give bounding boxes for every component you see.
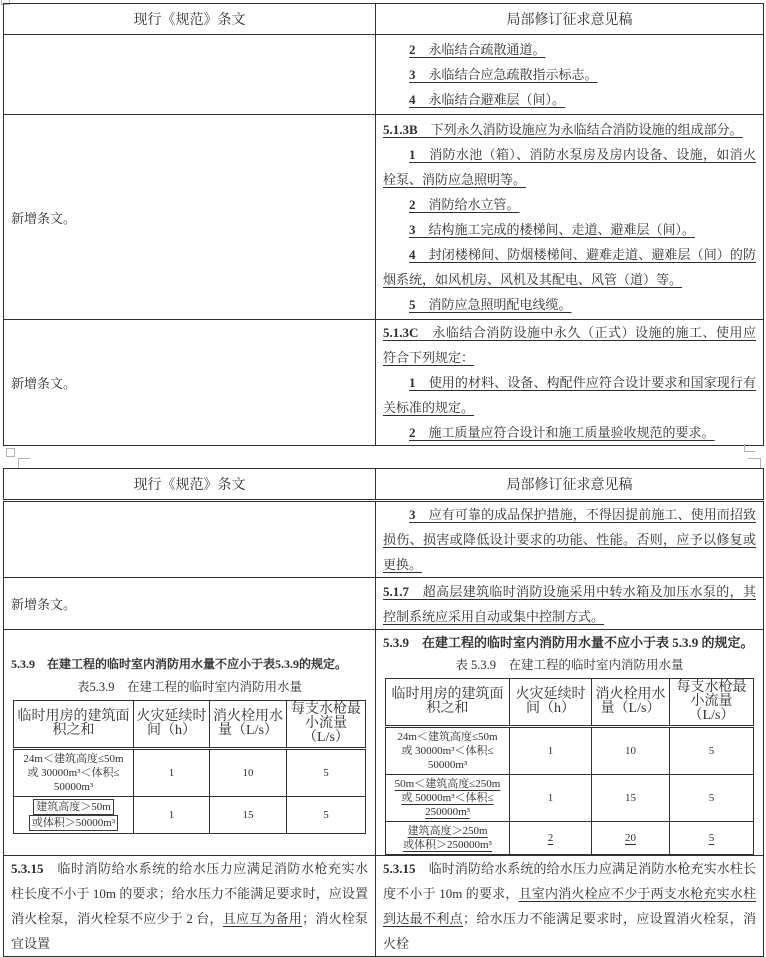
text-run: 2: [409, 42, 416, 57]
text-run: 5: [409, 297, 416, 312]
revision-draft-cell[interactable]: [376, 501, 764, 578]
mini-row: [386, 822, 754, 855]
area-line: 50m＜建筑高度≤250m: [394, 778, 501, 790]
text-run: 1: [547, 792, 554, 804]
area-line: [16, 815, 131, 831]
clause-text: 1 消防水池（箱）、消防水泵房及房内设备、设施，如消火栓泵、消防应急照明等。: [383, 147, 756, 187]
area-line: 50000m³: [53, 780, 94, 793]
text-run: 临时消防给水系统的给水压力应满足消防水枪充实水柱长度不小于 10m 的要求，: [383, 861, 756, 901]
revision-draft-cell[interactable]: [376, 35, 764, 115]
paragraph: [383, 292, 756, 317]
value-cell[interactable]: [670, 822, 754, 855]
header-row: [4, 4, 764, 35]
area-line: 50000m³: [427, 759, 468, 771]
table-caption: 表 5.3.9 在建工程的临时室内消防用水量: [455, 658, 684, 672]
clause-text: 3 结构施工完成的楼梯间、走道、避难层（间）。: [409, 222, 696, 237]
clause-text: 3 永临结合应急疏散指示标志。: [409, 67, 598, 82]
value-cell[interactable]: [592, 775, 670, 822]
text-run: 且室内消火栓应不少于两支水枪充实水柱到达最不利点: [383, 886, 756, 926]
area-line: 或 50000m³＜体积≤: [401, 792, 494, 804]
table-row: [4, 856, 764, 957]
comparison-table-1: [3, 3, 764, 446]
area-line: 250000m³: [425, 806, 470, 818]
paragraph: [383, 856, 756, 956]
paragraph: [383, 142, 756, 192]
text-run: ；给水压力不能满足要求时，应设置消火栓泵，消火栓: [383, 911, 756, 951]
mini-row: [14, 748, 366, 796]
text-run: 1: [409, 375, 416, 390]
table-caption: 表5.3.9 在建工程的临时室内消防用水量: [76, 679, 302, 694]
mini-header-cell[interactable]: 火灾延续时间（h）: [510, 679, 592, 727]
value-cell[interactable]: [134, 796, 210, 833]
text-run: 4: [409, 247, 416, 262]
revision-draft-cell[interactable]: [376, 115, 764, 320]
revision-draft-cell[interactable]: [376, 578, 764, 630]
text-run: 5: [323, 808, 329, 821]
clause-text: 5.1.7 超高层建筑临时消防设施采用中转水箱及加压水泵的，其控制系统应采用自动或集中控制方式。: [383, 583, 756, 624]
current-code-header[interactable]: 现行《规范》条文: [4, 4, 376, 35]
text-run: 20: [625, 832, 636, 844]
text-run: 5: [708, 745, 715, 757]
text-run: 2: [409, 197, 416, 212]
table-row: [4, 630, 764, 856]
text-run: 3: [409, 67, 416, 82]
current-code-cell[interactable]: [4, 856, 376, 957]
clause-text: 4 永临结合避难层（间）。: [409, 92, 566, 107]
text-run: 5: [708, 792, 715, 804]
mini-row: [386, 775, 754, 822]
current-code-cell[interactable]: [4, 35, 376, 115]
water-supply-table: [13, 700, 366, 834]
value-cell[interactable]: [510, 822, 592, 855]
mini-header-cell[interactable]: 临时用房的建筑面积之和: [386, 679, 510, 727]
table-row: [4, 35, 764, 115]
area-line: 24m＜建筑高度≤50m: [23, 752, 124, 765]
area-cell[interactable]: [14, 748, 134, 796]
mini-header-row: [386, 679, 754, 727]
text-run: 1: [547, 745, 554, 757]
value-cell[interactable]: [592, 822, 670, 855]
text-run: 15: [242, 808, 254, 821]
area-line: 或体积＞250000m³: [403, 839, 492, 851]
cell-text: 新增条文。: [11, 376, 77, 391]
value-cell[interactable]: [210, 796, 287, 833]
area-line: 或 30000m³＜体积≤: [27, 766, 120, 779]
text-run: 临时消防给水系统的给水压力应满足消防水枪充实水柱长度不小于 10m 的要求；给水压力不能满足要求时，应设置消火栓泵，消火栓泵不应少于 2 台，: [11, 861, 368, 926]
clause-text: 3 应有可靠的成品保护措施，不得因提前施工、使用而招致损伤、损害或降低设计要求的功能、性能。否则，应予以修复或更换。: [383, 507, 756, 572]
table-row: [4, 115, 764, 320]
area-line: [16, 799, 131, 815]
table-row: [4, 501, 764, 578]
paragraph: [383, 62, 756, 87]
water-supply-table: [385, 678, 754, 855]
revision-draft-header[interactable]: 局部修订征求意见稿: [376, 4, 764, 35]
text-run: 建筑高度＞50m: [33, 799, 114, 815]
paragraph: [383, 579, 756, 629]
cell-text: 新增条文。: [11, 210, 77, 226]
paragraph: [383, 217, 756, 242]
table-handle-icon[interactable]: [18, 458, 30, 468]
value-cell[interactable]: [670, 727, 754, 775]
text-run: 1: [168, 766, 175, 779]
value-cell[interactable]: [134, 748, 210, 796]
mini-header-cell[interactable]: 临时用房的建筑面积之和: [14, 700, 134, 748]
table-handle-icon[interactable]: [744, 444, 755, 452]
paragraph: [383, 192, 756, 217]
paragraph: [383, 242, 756, 292]
paragraph: [383, 502, 756, 577]
text-run: 5: [323, 766, 329, 779]
clause-text: 2 永临结合疏散通道。: [409, 42, 546, 57]
text-run: 5.1.3C: [383, 325, 419, 340]
current-code-cell[interactable]: [4, 320, 376, 446]
current-code-cell[interactable]: [4, 578, 376, 630]
text-run: 2: [547, 832, 554, 844]
text-run: 5.1.7: [383, 583, 409, 599]
text-run: 5: [708, 832, 715, 844]
area-cell[interactable]: [386, 775, 510, 822]
mini-header-cell[interactable]: 每支水枪最小流量（L/s）: [670, 679, 754, 727]
value-cell[interactable]: [510, 775, 592, 822]
area-cell[interactable]: [386, 727, 510, 775]
text-run: 3: [409, 507, 416, 522]
text-run: 10: [625, 745, 636, 757]
value-cell[interactable]: [287, 748, 366, 796]
mini-header-cell[interactable]: 消火栓用水量（L/s）: [210, 700, 287, 748]
mini-header-cell[interactable]: 消火栓用水量（L/s）: [592, 679, 670, 727]
mini-header-row: [14, 700, 366, 748]
paragraph: [383, 320, 756, 370]
mini-header-cell[interactable]: 火灾延续时间（h）: [134, 700, 210, 748]
text-run: 3: [409, 222, 416, 237]
text-run: 且应互为备用: [222, 911, 303, 926]
mini-row: [14, 796, 366, 833]
text-run: 4: [409, 92, 416, 107]
clause-text: 5.1.3B 下列永久消防设施应为永临结合消防设施的组成部分。: [383, 122, 743, 137]
current-code-header[interactable]: 现行《规范》条文: [4, 469, 376, 501]
paragraph: [383, 117, 756, 142]
table-row: [4, 578, 764, 630]
paragraph: [383, 87, 756, 112]
header-row: [4, 469, 764, 501]
revision-draft-cell[interactable]: [376, 320, 764, 446]
text-run: 5.3.15: [383, 861, 416, 876]
area-cell[interactable]: [386, 822, 510, 855]
text-run: 15: [625, 792, 636, 804]
clause-text: 4 封闭楼梯间、防烟楼梯间、避难走道、避难层（间）的防烟系统，如风机房、风机及其配电、风管（道）等。: [383, 247, 756, 287]
current-code-cell[interactable]: [4, 630, 376, 856]
cell-text: 新增条文。: [11, 597, 77, 612]
text-run: 5.3.15: [11, 861, 44, 876]
text-run: 5.1.3B: [383, 122, 418, 137]
table-handle-icon[interactable]: [6, 448, 15, 457]
area-line: 或 30000m³＜体积≤: [401, 745, 494, 757]
text-run: 2: [409, 425, 416, 440]
clause-heading: 5.3.9 在建工程的临时室内消防用水量不应小于表 5.3.9 的规定。: [383, 635, 754, 650]
text-run: 1: [168, 808, 175, 821]
area-cell[interactable]: [14, 796, 134, 833]
paragraph: [383, 37, 756, 62]
text-run: ；消火栓泵宜设置: [11, 911, 368, 951]
text-run: 1: [409, 147, 416, 162]
text-run: 或体积＞50000m³: [29, 815, 118, 831]
current-code-cell[interactable]: [4, 115, 376, 320]
clause-heading: 5.3.9 在建工程的临时室内消防用水量不应小于表5.3.9的规定。: [11, 656, 348, 671]
area-line: 建筑高度＞250m: [407, 825, 488, 837]
clause-text: 1 使用的材料、设备、构配件应符合设计要求和国家现行有关标准的规定。: [383, 375, 756, 415]
value-cell[interactable]: [510, 727, 592, 775]
revision-draft-header[interactable]: 局部修订征求意见稿: [376, 469, 764, 501]
current-code-cell[interactable]: [4, 501, 376, 578]
text-run: 10: [242, 766, 254, 779]
paragraph: [383, 370, 756, 420]
revision-draft-cell[interactable]: [376, 630, 764, 856]
paragraph: [383, 420, 756, 445]
clause-text: 2 消防给水立管。: [409, 197, 520, 212]
value-cell[interactable]: [592, 727, 670, 775]
revision-draft-cell[interactable]: [376, 856, 764, 957]
mini-header-cell[interactable]: 每支水枪最小流量（L/s）: [287, 700, 366, 748]
comparison-table-2: [3, 468, 764, 957]
mini-row: [386, 727, 754, 775]
clause-text: 5 消防应急照明配电线缆。: [409, 297, 572, 312]
clause-text: 5.1.3C 永临结合消防设施中永久（正式）设施的施工、使用应符合下列规定：: [383, 325, 756, 365]
value-cell[interactable]: [210, 748, 287, 796]
value-cell[interactable]: [670, 775, 754, 822]
clause-text: 2 施工质量应符合设计和施工质量验收规范的要求。: [409, 425, 715, 440]
value-cell[interactable]: [287, 796, 366, 833]
area-line: 24m＜建筑高度≤50m: [397, 731, 498, 743]
table-row: [4, 320, 764, 446]
paragraph: [11, 856, 368, 956]
